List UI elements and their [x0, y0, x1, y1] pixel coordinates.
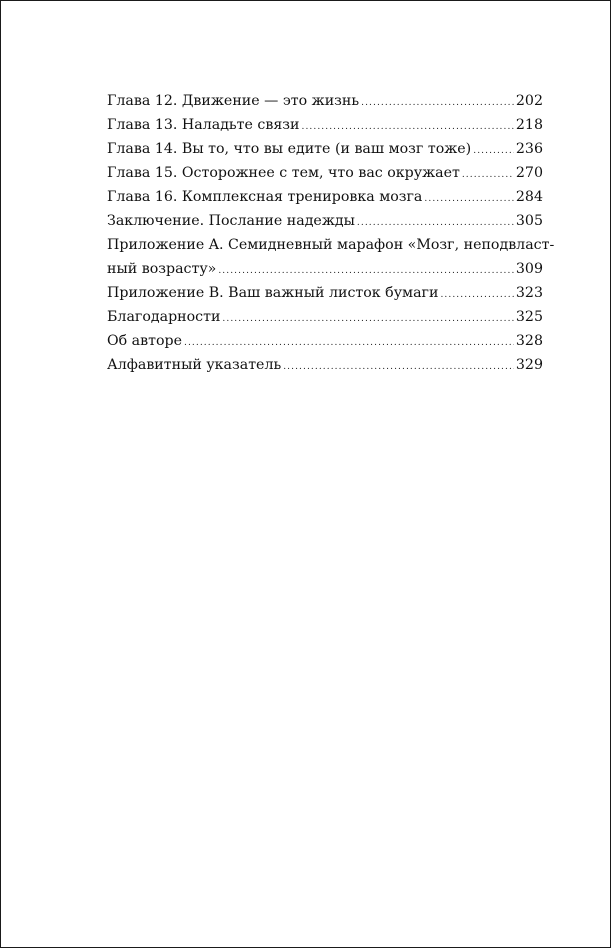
toc-entry-title: Алфавитный указатель: [107, 357, 282, 373]
toc-entry: [107, 329, 543, 353]
toc-entry: [107, 353, 543, 377]
dot-leader: [283, 355, 514, 379]
toc-entry-title: Заключение. Послание надежды: [107, 213, 355, 229]
toc-entry: [107, 185, 543, 209]
toc-entry-page: 323: [515, 285, 543, 301]
toc-entry-page: 325: [515, 309, 543, 325]
dot-leader: [361, 91, 514, 115]
toc-entry-page: 270: [515, 165, 543, 181]
toc-entry-title: Глава 13. Наладьте связи: [107, 117, 300, 133]
dot-leader: [218, 259, 514, 283]
toc-entry-title: Приложение B. Ваш важный листок бумаги: [107, 285, 439, 301]
toc-entry-page: 236: [515, 141, 543, 157]
toc-entry: [107, 281, 543, 305]
toc-entry: [107, 113, 543, 137]
dot-leader: [357, 211, 514, 235]
dot-leader: [473, 139, 514, 163]
dot-leader: [302, 115, 514, 139]
toc-entry-title-line2: ный возрасту»: [107, 261, 217, 277]
toc-entry: [107, 137, 543, 161]
toc-entry: [107, 233, 555, 281]
dot-leader: [222, 307, 514, 331]
toc-entry-page: 202: [515, 93, 543, 109]
toc-entry-title: Глава 16. Комплексная тренировка мозга: [107, 189, 423, 205]
dot-leader: [184, 331, 514, 355]
toc-entry: [107, 305, 543, 329]
toc-entry-page: 328: [515, 333, 543, 349]
toc-entry-title: Благодарности: [107, 309, 221, 325]
toc-entry-title: Глава 14. Вы то, что вы едите (и ваш мозг тоже): [107, 141, 472, 157]
toc-entry-page: 305: [515, 213, 543, 229]
toc-entry: [107, 209, 543, 233]
toc-entry-title: Глава 15. Осторожнее с тем, что вас окружает: [107, 165, 460, 181]
dot-leader: [462, 163, 514, 187]
toc-entry: [107, 161, 543, 185]
dot-leader: [424, 187, 514, 211]
toc-entry-page: 284: [515, 189, 543, 205]
toc-entry-page: 309: [515, 261, 543, 277]
toc-entry-page: 218: [515, 117, 543, 133]
toc-entry-title: Глава 12. Движение — это жизнь: [107, 93, 360, 109]
toc-entry-page: 329: [515, 357, 543, 373]
toc-entry-title: Об авторе: [107, 333, 182, 349]
table-of-contents: [107, 89, 555, 377]
dot-leader: [440, 283, 513, 307]
toc-entry-title-line1: Приложение A. Семидневный марафон «Мозг, неподвласт-: [107, 237, 555, 253]
toc-entry: [107, 89, 543, 113]
